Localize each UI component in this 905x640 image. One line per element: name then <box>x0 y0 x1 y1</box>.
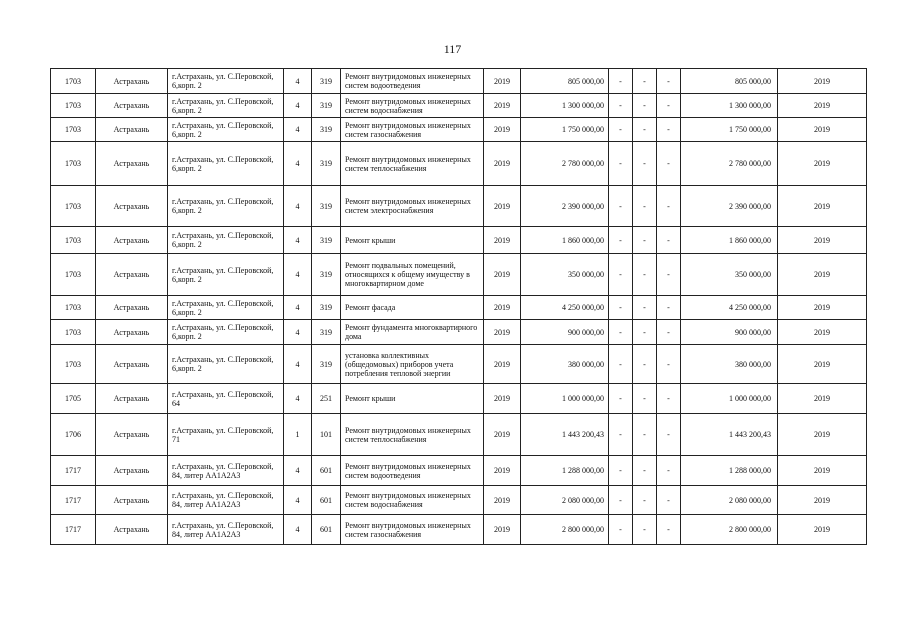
cell-fund-amount: 2 800 000,00 <box>681 515 778 545</box>
cell-dash-2: - <box>633 456 657 486</box>
cell-year-end: 2019 <box>778 320 867 345</box>
cell-fund-amount: 1 443 200,43 <box>681 414 778 456</box>
cell-city: Астрахань <box>96 456 168 486</box>
cell-total-cost: 4 250 000,00 <box>521 296 609 320</box>
cell-year-end: 2019 <box>778 142 867 186</box>
cell-year: 2019 <box>484 486 521 515</box>
cell-dash-1: - <box>609 515 633 545</box>
cell-dash-2: - <box>633 486 657 515</box>
cell-year-end: 2019 <box>778 94 867 118</box>
cell-dash-2: - <box>633 345 657 384</box>
cell-dash-2: - <box>633 94 657 118</box>
cell-address: г.Астрахань, ул. С.Перовской, 6,корп. 2 <box>168 142 284 186</box>
cell-year: 2019 <box>484 254 521 296</box>
cell-work-type: Ремонт внутридомовых инженерных систем газоснабжения <box>341 118 484 142</box>
cell-fund-amount: 350 000,00 <box>681 254 778 296</box>
cell-year-end: 2019 <box>778 345 867 384</box>
cell-code: 1703 <box>51 186 96 227</box>
cell-count: 319 <box>312 254 341 296</box>
cell-city: Астрахань <box>96 320 168 345</box>
cell-fund-amount: 805 000,00 <box>681 69 778 94</box>
cell-fund-amount: 1 750 000,00 <box>681 118 778 142</box>
cell-year: 2019 <box>484 142 521 186</box>
cell-year: 2019 <box>484 69 521 94</box>
cell-total-cost: 1 443 200,43 <box>521 414 609 456</box>
cell-dash-1: - <box>609 320 633 345</box>
cell-dash-2: - <box>633 296 657 320</box>
page-number: 117 <box>443 42 462 56</box>
cell-year-end: 2019 <box>778 486 867 515</box>
cell-dash-2: - <box>633 227 657 254</box>
cell-dash-1: - <box>609 456 633 486</box>
cell-fund-amount: 1 288 000,00 <box>681 456 778 486</box>
cell-floors: 4 <box>284 118 312 142</box>
cell-dash-1: - <box>609 118 633 142</box>
cell-dash-1: - <box>609 254 633 296</box>
cell-city: Астрахань <box>96 345 168 384</box>
cell-floors: 4 <box>284 142 312 186</box>
cell-dash-2: - <box>633 414 657 456</box>
cell-work-type: Ремонт крыши <box>341 227 484 254</box>
cell-dash-3: - <box>657 142 681 186</box>
cell-count: 319 <box>312 69 341 94</box>
cell-year: 2019 <box>484 227 521 254</box>
cell-fund-amount: 1 300 000,00 <box>681 94 778 118</box>
table-row <box>51 118 867 142</box>
cell-year-end: 2019 <box>778 456 867 486</box>
cell-code: 1703 <box>51 296 96 320</box>
table-row <box>51 254 867 296</box>
cell-code: 1706 <box>51 414 96 456</box>
cell-fund-amount: 2 390 000,00 <box>681 186 778 227</box>
cell-dash-2: - <box>633 384 657 414</box>
cell-dash-3: - <box>657 94 681 118</box>
cell-fund-amount: 2 780 000,00 <box>681 142 778 186</box>
cell-work-type: Ремонт внутридомовых инженерных систем водоотведения <box>341 69 484 94</box>
table-row <box>51 486 867 515</box>
cell-dash-1: - <box>609 94 633 118</box>
cell-address: г.Астрахань, ул. С.Перовской, 6,корп. 2 <box>168 94 284 118</box>
cell-code: 1717 <box>51 486 96 515</box>
cell-count: 601 <box>312 515 341 545</box>
table-row <box>51 414 867 456</box>
cell-address: г.Астрахань, ул. С.Перовской, 84, литер АА1А2А3 <box>168 515 284 545</box>
cell-work-type: Ремонт внутридомовых инженерных систем водоснабжения <box>341 94 484 118</box>
cell-dash-2: - <box>633 186 657 227</box>
cell-year: 2019 <box>484 320 521 345</box>
cell-work-type: Ремонт внутридомовых инженерных систем газоснабжения <box>341 515 484 545</box>
cell-total-cost: 1 750 000,00 <box>521 118 609 142</box>
cell-dash-3: - <box>657 345 681 384</box>
table-row <box>51 94 867 118</box>
cell-work-type: Ремонт внутридомовых инженерных систем теплоснабжения <box>341 142 484 186</box>
cell-total-cost: 1 860 000,00 <box>521 227 609 254</box>
table-row <box>51 345 867 384</box>
cell-address: г.Астрахань, ул. С.Перовской, 6,корп. 2 <box>168 69 284 94</box>
table-row <box>51 296 867 320</box>
cell-total-cost: 2 800 000,00 <box>521 515 609 545</box>
cell-city: Астрахань <box>96 118 168 142</box>
cell-year-end: 2019 <box>778 515 867 545</box>
cell-work-type: Ремонт фасада <box>341 296 484 320</box>
cell-address: г.Астрахань, ул. С.Перовской, 84, литер АА1А2А3 <box>168 486 284 515</box>
cell-dash-3: - <box>657 296 681 320</box>
cell-floors: 1 <box>284 414 312 456</box>
cell-dash-1: - <box>609 227 633 254</box>
table-row <box>51 384 867 414</box>
table-row <box>51 142 867 186</box>
cell-count: 319 <box>312 94 341 118</box>
cell-total-cost: 380 000,00 <box>521 345 609 384</box>
table-row <box>51 515 867 545</box>
cell-dash-1: - <box>609 186 633 227</box>
capital-repair-table <box>50 68 867 545</box>
cell-address: г.Астрахань, ул. С.Перовской, 6,корп. 2 <box>168 186 284 227</box>
cell-count: 101 <box>312 414 341 456</box>
cell-total-cost: 900 000,00 <box>521 320 609 345</box>
cell-total-cost: 1 300 000,00 <box>521 94 609 118</box>
cell-code: 1703 <box>51 94 96 118</box>
cell-address: г.Астрахань, ул. С.Перовской, 6,корп. 2 <box>168 254 284 296</box>
cell-floors: 4 <box>284 94 312 118</box>
table-row <box>51 69 867 94</box>
cell-code: 1703 <box>51 227 96 254</box>
cell-work-type: Ремонт внутридомовых инженерных систем теплоснабжения <box>341 414 484 456</box>
cell-dash-2: - <box>633 142 657 186</box>
cell-floors: 4 <box>284 320 312 345</box>
cell-city: Астрахань <box>96 254 168 296</box>
cell-year: 2019 <box>484 186 521 227</box>
cell-fund-amount: 1 860 000,00 <box>681 227 778 254</box>
cell-address: г.Астрахань, ул. С.Перовской, 64 <box>168 384 284 414</box>
cell-dash-1: - <box>609 486 633 515</box>
table-row <box>51 227 867 254</box>
cell-count: 319 <box>312 118 341 142</box>
cell-city: Астрахань <box>96 227 168 254</box>
cell-code: 1703 <box>51 320 96 345</box>
cell-city: Астрахань <box>96 186 168 227</box>
cell-floors: 4 <box>284 227 312 254</box>
cell-year-end: 2019 <box>778 118 867 142</box>
cell-dash-2: - <box>633 69 657 94</box>
cell-dash-3: - <box>657 414 681 456</box>
cell-fund-amount: 380 000,00 <box>681 345 778 384</box>
cell-code: 1717 <box>51 515 96 545</box>
cell-fund-amount: 4 250 000,00 <box>681 296 778 320</box>
cell-count: 319 <box>312 296 341 320</box>
cell-fund-amount: 900 000,00 <box>681 320 778 345</box>
cell-total-cost: 1 288 000,00 <box>521 456 609 486</box>
cell-dash-3: - <box>657 320 681 345</box>
cell-work-type: Ремонт внутридомовых инженерных систем водоснабжения <box>341 486 484 515</box>
cell-total-cost: 2 080 000,00 <box>521 486 609 515</box>
cell-code: 1703 <box>51 254 96 296</box>
cell-city: Астрахань <box>96 486 168 515</box>
cell-count: 319 <box>312 320 341 345</box>
cell-dash-3: - <box>657 456 681 486</box>
cell-year-end: 2019 <box>778 296 867 320</box>
cell-year-end: 2019 <box>778 227 867 254</box>
cell-floors: 4 <box>284 486 312 515</box>
cell-floors: 4 <box>284 254 312 296</box>
cell-fund-amount: 2 080 000,00 <box>681 486 778 515</box>
cell-year: 2019 <box>484 456 521 486</box>
cell-total-cost: 2 390 000,00 <box>521 186 609 227</box>
cell-year: 2019 <box>484 345 521 384</box>
cell-address: г.Астрахань, ул. С.Перовской, 6,корп. 2 <box>168 320 284 345</box>
cell-address: г.Астрахань, ул. С.Перовской, 6,корп. 2 <box>168 118 284 142</box>
cell-address: г.Астрахань, ул. С.Перовской, 6,корп. 2 <box>168 345 284 384</box>
cell-dash-3: - <box>657 254 681 296</box>
cell-code: 1717 <box>51 456 96 486</box>
cell-work-type: установка коллективных (общедомовых) приборов учета потребления тепловой энергии <box>341 345 484 384</box>
cell-year-end: 2019 <box>778 414 867 456</box>
cell-dash-2: - <box>633 515 657 545</box>
cell-year-end: 2019 <box>778 186 867 227</box>
cell-city: Астрахань <box>96 515 168 545</box>
cell-city: Астрахань <box>96 142 168 186</box>
cell-dash-3: - <box>657 227 681 254</box>
table-row <box>51 320 867 345</box>
cell-year-end: 2019 <box>778 384 867 414</box>
cell-work-type: Ремонт внутридомовых инженерных систем электроснабжения <box>341 186 484 227</box>
cell-floors: 4 <box>284 515 312 545</box>
cell-year: 2019 <box>484 384 521 414</box>
cell-count: 251 <box>312 384 341 414</box>
cell-address: г.Астрахань, ул. С.Перовской, 6,корп. 2 <box>168 227 284 254</box>
cell-code: 1703 <box>51 142 96 186</box>
cell-dash-3: - <box>657 515 681 545</box>
cell-floors: 4 <box>284 186 312 227</box>
cell-year: 2019 <box>484 296 521 320</box>
cell-dash-3: - <box>657 118 681 142</box>
cell-city: Астрахань <box>96 414 168 456</box>
cell-dash-1: - <box>609 345 633 384</box>
cell-year: 2019 <box>484 118 521 142</box>
cell-code: 1703 <box>51 69 96 94</box>
cell-count: 319 <box>312 345 341 384</box>
cell-city: Астрахань <box>96 94 168 118</box>
cell-floors: 4 <box>284 384 312 414</box>
cell-city: Астрахань <box>96 296 168 320</box>
table-row <box>51 186 867 227</box>
cell-code: 1703 <box>51 345 96 384</box>
cell-code: 1703 <box>51 118 96 142</box>
cell-count: 319 <box>312 227 341 254</box>
cell-total-cost: 2 780 000,00 <box>521 142 609 186</box>
cell-work-type: Ремонт крыши <box>341 384 484 414</box>
table-row <box>51 456 867 486</box>
cell-total-cost: 1 000 000,00 <box>521 384 609 414</box>
cell-count: 319 <box>312 142 341 186</box>
cell-dash-2: - <box>633 118 657 142</box>
cell-floors: 4 <box>284 456 312 486</box>
cell-work-type: Ремонт подвальных помещений, относящихся к общему имуществу в многоквартирном доме <box>341 254 484 296</box>
cell-year: 2019 <box>484 414 521 456</box>
cell-address: г.Астрахань, ул. С.Перовской, 71 <box>168 414 284 456</box>
cell-year-end: 2019 <box>778 69 867 94</box>
cell-dash-3: - <box>657 384 681 414</box>
cell-count: 601 <box>312 486 341 515</box>
cell-address: г.Астрахань, ул. С.Перовской, 6,корп. 2 <box>168 296 284 320</box>
cell-dash-1: - <box>609 414 633 456</box>
cell-address: г.Астрахань, ул. С.Перовской, 84, литер АА1А2А3 <box>168 456 284 486</box>
cell-code: 1705 <box>51 384 96 414</box>
cell-city: Астрахань <box>96 384 168 414</box>
table-body <box>51 69 867 545</box>
cell-count: 319 <box>312 186 341 227</box>
cell-dash-1: - <box>609 296 633 320</box>
cell-year-end: 2019 <box>778 254 867 296</box>
cell-dash-2: - <box>633 320 657 345</box>
cell-fund-amount: 1 000 000,00 <box>681 384 778 414</box>
cell-dash-1: - <box>609 384 633 414</box>
cell-dash-1: - <box>609 69 633 94</box>
cell-floors: 4 <box>284 345 312 384</box>
cell-floors: 4 <box>284 69 312 94</box>
cell-dash-3: - <box>657 69 681 94</box>
cell-total-cost: 805 000,00 <box>521 69 609 94</box>
cell-total-cost: 350 000,00 <box>521 254 609 296</box>
cell-dash-2: - <box>633 254 657 296</box>
cell-year: 2019 <box>484 94 521 118</box>
cell-dash-1: - <box>609 142 633 186</box>
cell-year: 2019 <box>484 515 521 545</box>
cell-dash-3: - <box>657 186 681 227</box>
cell-work-type: Ремонт фундамента многоквартирного дома <box>341 320 484 345</box>
cell-count: 601 <box>312 456 341 486</box>
cell-city: Астрахань <box>96 69 168 94</box>
cell-dash-3: - <box>657 486 681 515</box>
cell-floors: 4 <box>284 296 312 320</box>
cell-work-type: Ремонт внутридомовых инженерных систем водоотведения <box>341 456 484 486</box>
